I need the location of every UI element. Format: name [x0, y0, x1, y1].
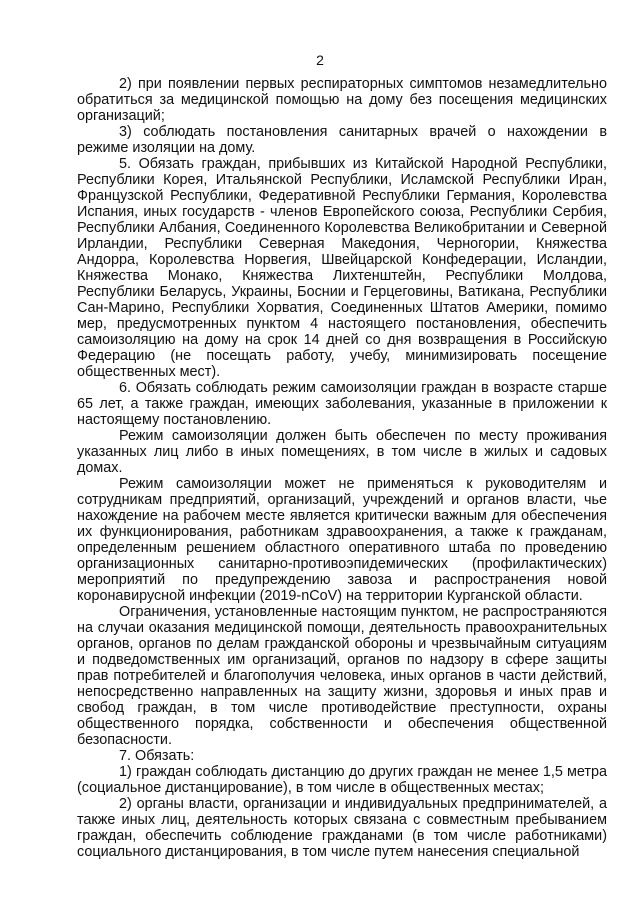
paragraph-item-3-sanitary-orders: 3) соблюдать постановления санитарных врачей о нахождении в режиме изоляции на дому.: [77, 124, 607, 156]
paragraph-item-2-organizations: 2) органы власти, организации и индивидуальных предпринимателей, а также иных лиц, деятельность которых связана с совместным пребыванием граждан, обеспечить соблюдение гражданами (в том числе работниками) социального дистанцирования, в том числе путем нанесения специальной: [77, 796, 607, 860]
paragraph-restriction-exemptions: Ограничения, установленные настоящим пунктом, не распространяются на случаи оказания медицинской помощи, деятельность правоохранительных органов, органов по делам гражданской обороны и чрезвычайным ситуациям и подведомственных им организаций, органов по надзору в сфере защиты прав потребителей и благополучия человека, иных органов в части действий, непосредственно направленных на защиту жизни, здоровья и иных прав и свобод граждан, в том числе противодействие преступности, охраны общественного порядка, собственности и обеспечения общественной безопасности.: [77, 604, 607, 748]
paragraph-isolation-place: Режим самоизоляции должен быть обеспечен по месту проживания указанных лиц либо в иных помещениях, в том числе в жилых и садовых домах.: [77, 428, 607, 476]
paragraph-clause-7-heading: 7. Обязать:: [119, 748, 195, 764]
paragraph-isolation-exceptions: Режим самоизоляции может не применяться к руководителям и сотрудникам предприятий, организаций, учреждений и органов власти, чье нахождение на рабочем месте является критически важным для обеспечения их функционирования, работникам здравоохранения, а также к гражданам, определенным решением областного оперативного штаба по проведению организационных санитарно-противоэпидемических (профилактических) мероприятий по предупреждению завоза и распространения новой коронавирусной инфекции (2019-nCoV) на территории Курганской области.: [77, 476, 607, 604]
page-number: 2: [316, 52, 324, 68]
paragraph-item-2-symptoms: 2) при появлении первых респираторных симптомов незамедлительно обратиться за медицинской помощью на дому без посещения медицинских организаций;: [77, 76, 607, 124]
paragraph-item-1-distance: 1) граждан соблюдать дистанцию до других граждан не менее 1,5 метра (социальное дистанцирование), в том числе в общественных местах;: [77, 764, 607, 796]
paragraph-clause-6-self-isolation: 6. Обязать соблюдать режим самоизоляции граждан в возрасте старше 65 лет, а также граждан, имеющих заболевания, указанные в приложении к настоящему постановлению.: [77, 380, 607, 428]
paragraph-clause-5-arrivals: 5. Обязать граждан, прибывших из Китайской Народной Республики, Республики Корея, Итальянской Республики, Исламской Республики Иран, Французской Республики, Федеративной Республики Германия, Королевства Испания, иных государств - членов Европейского союза, Республики Сербия, Республики Албания, Соединенного Королевства Великобритании и Северной Ирландии, Республики Северная Македония, Черногории, Княжества Андорра, Королевства Норвегия, Швейцарской Конфедерации, Исландии, Княжества Монако, Княжества Лихтенштейн, Республики Молдова, Республики Беларусь, Украины, Боснии и Герцеговины, Ватикана, Республики Сан-Марино, Республики Хорватия, Соединенных Штатов Америки, помимо мер, предусмотренных пунктом 4 настоящего постановления, обеспечить самоизоляцию на дому на срок 14 дней со дня возвращения в Российскую Федерацию (не посещать работу, учебу, минимизировать посещение общественных мест).: [77, 156, 607, 380]
document-body: [77, 76, 607, 860]
